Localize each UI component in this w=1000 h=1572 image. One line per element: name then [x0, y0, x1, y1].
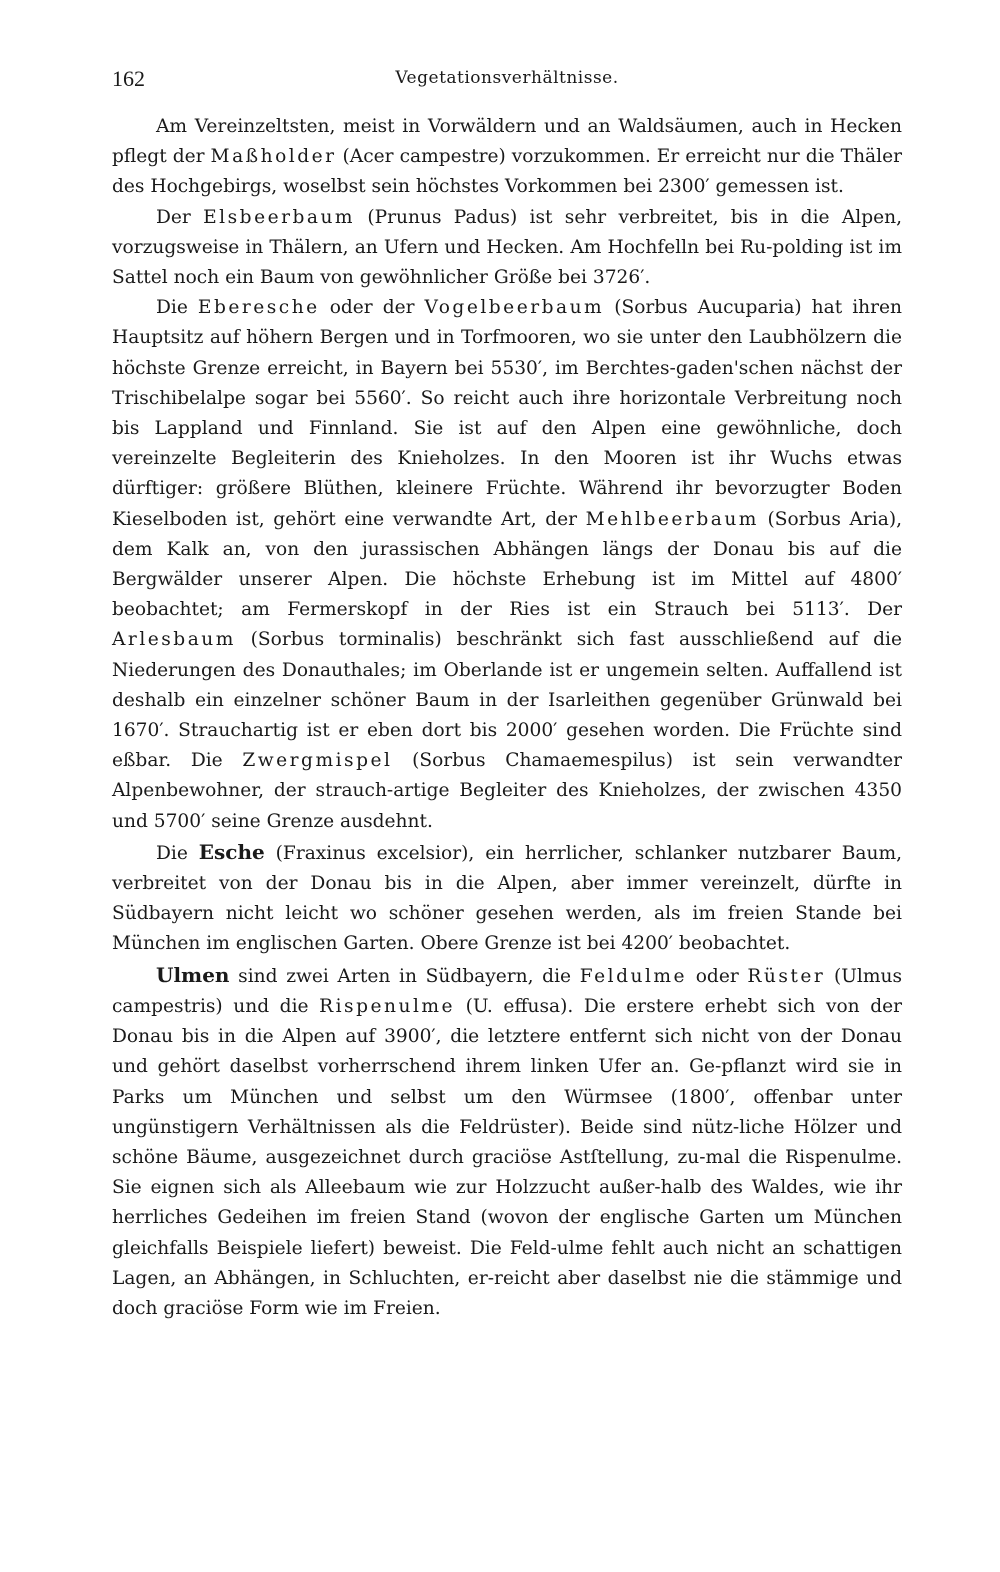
species-term: Eberesche — [197, 297, 320, 319]
text-run: Der — [156, 206, 204, 228]
text-run: Am Vereinzeltsten, meist in Vorwäldern und an Waldsäumen, auch in Hecken pflegt der — [112, 116, 902, 168]
species-term: Rüster — [747, 965, 826, 987]
text-run: oder der — [319, 297, 425, 319]
species-term: Arlesbaum — [112, 629, 236, 651]
species-term: Mehlbeerbaum — [585, 508, 759, 530]
page-body — [112, 112, 902, 1324]
text-run: (Sorbus Chamaemespilus) ist sein verwandter Alpenbewohner, der strauch-artige Begleiter des Knieholzes, der zwischen 4350 und 5700′ seine Grenze ausdehnt. — [112, 750, 902, 832]
species-term: Elsbeerbaum — [203, 206, 356, 228]
text-run: (Sorbus torminalis) beschränkt sich fast ausschließend auf die Niederungen des Donauthales; im Oberlande ist er ungemein selten. Auffallend ist deshalb ein einzelner schöner Baum in der Isarleithen gegenüber Grünwald bei 1670′. Strauchartig ist er eben dort bis 2000′ gesehen worden. Die Früchte sind eßbar. Die — [112, 629, 902, 772]
text-run: (Sorbus Aria), dem Kalk an, von den jurassischen Abhängen längs der Donau bis auf die Bergwälder unserer Alpen. Die höchste Erhebung ist im Mittel auf 4800′ beobachtet; am Fermerskopf in der Ries ist ein Strauch bei 5113′. Der — [112, 508, 903, 621]
text-run: (Ulmus campestris) und die — [112, 965, 903, 1017]
paragraph-ulmen — [112, 960, 902, 1324]
text-run: (Fraxinus excelsior), ein herrlicher, schlanker nutzbarer Baum, verbreitet von der Donau bis in die Alpen, aber immer vereinzelt, dürfte in Südbayern nicht leicht wo schöner gesehen werden, als im freien Stande bei München im englischen Garten. Obere Grenze ist bei 4200′ beobachtet. — [112, 842, 902, 955]
section-term: Ulmen — [156, 962, 230, 987]
species-term: Vogelbeerbaum — [424, 297, 605, 319]
page-header — [112, 66, 902, 100]
text-run: (Prunus Padus) ist sehr verbreitet, bis in die Alpen, vorzugsweise in Thälern, an Ufern und Hecken. Am Hochfelln bei Ru-polding ist im Sattel noch ein Baum von gewöhnlicher Größe bei 3726′. — [112, 206, 902, 289]
species-term: Zwergmispel — [242, 750, 393, 772]
text-run: (Acer campestre) vorzukommen. Er erreicht nur die Thäler des Hochgebirgs, woselbst sein höchstes Vorkommen bei 2300′ gemessen ist. — [112, 146, 902, 198]
paragraph-massholder — [112, 112, 902, 203]
text-run: (Sorbus Aucuparia) hat ihren Hauptsitz auf höhern Bergen und in Torfmooren, wo sie unter den Laubhölzern die höchste Grenze erreicht, in Bayern bei 5530′, im Berchtes-gaden'schen nächst der Trischibelalpe sogar bei 5560′. So reicht auch ihre horizontale Verbreitung noch bis Lappland und Finnland. Sie ist auf den Alpen eine gewöhnliche, doch vereinzelte Begleiterin des Knieholzes. In den Mooren ist ihr Wuchs etwas dürftiger: größere Blüthen, kleinere Früchte. Während ihr bevorzugter Boden Kieselboden ist, gehört eine verwandte Art, der — [112, 297, 902, 530]
species-term: Rispenulme — [319, 995, 456, 1017]
running-head: Vegetationsverhältnisse. — [395, 68, 619, 88]
text-run: oder — [687, 965, 748, 987]
section-term: Esche — [198, 839, 265, 864]
text-run: sind zwei Arten in Südbayern, die — [229, 965, 580, 987]
paragraph-eberesche — [112, 293, 902, 837]
text-run: (U. effusa). Die erstere erhebt sich von der Donau bis in die Alpen auf 3900′, die letztere entfernt sich nicht von der Donau und gehört daselbst vorherrschend ihrem linken Ufer an. Ge-pflanzt wird sie in Parks um München und selbst um den Würmsee (1800′, offenbar unter ungünstigern Verhältnissen als die Feldrüster). Beide sind nütz-liche Hölzer und schöne Bäume, ausgezeichnet durch graciöse Astſtellung, zu-mal die Rispenulme. Sie eignen sich als Alleebaum wie zur Holzzucht außer-halb des Waldes, wie ihr herrliches Gedeihen im freien Stand (wovon der englische Garten um München gleichfalls Beispiele liefert) beweist. Die Feld-ulme fehlt auch nicht an schattigen Lagen, an Abhängen, in Schluchten, er-reicht aber daselbst nie die stämmige und doch graciöse Form wie im Freien. — [112, 995, 902, 1319]
page-number: 162 — [112, 66, 145, 91]
text-run: Die — [156, 297, 198, 319]
species-term: Feldulme — [579, 965, 688, 987]
text-run: Die — [156, 842, 199, 864]
paragraph-elsbeerbaum — [112, 203, 902, 294]
species-term: Maßholder — [210, 146, 337, 168]
paragraph-esche — [112, 837, 902, 960]
